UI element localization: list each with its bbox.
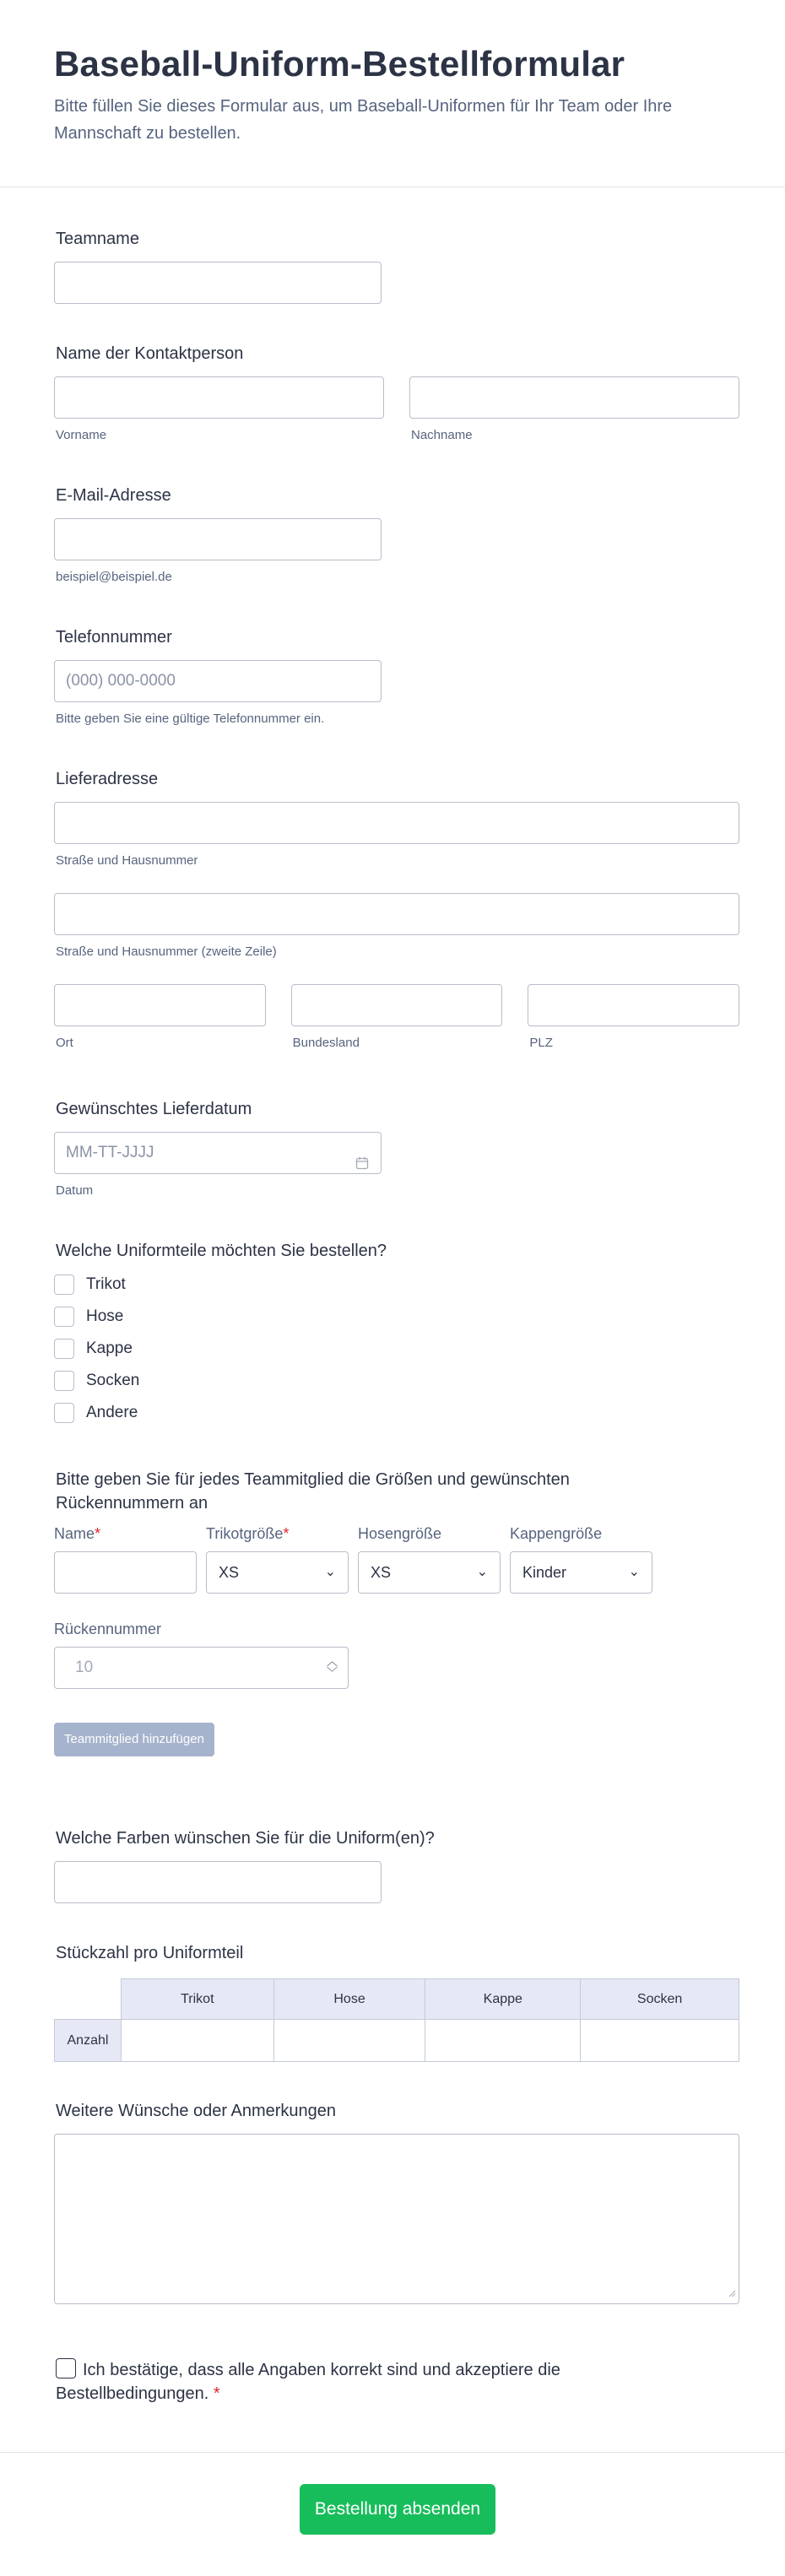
phone-sublabel: Bitte geben Sie eine gültige Telefonnummer ein.	[56, 712, 325, 726]
shirt-size-value: XS	[219, 1564, 240, 1581]
terms-checkbox-row[interactable]	[54, 2358, 628, 2406]
notes-textarea[interactable]	[54, 2134, 739, 2304]
chevron-down-icon: ⌄	[628, 1565, 640, 1579]
col-shirt-header: Trikotgröße*	[206, 1525, 290, 1542]
submit-button[interactable]: Bestellung absenden	[300, 2484, 495, 2535]
terms-checkbox[interactable]	[56, 2358, 76, 2378]
colors-input[interactable]	[54, 1861, 382, 1903]
last-name-input[interactable]	[409, 376, 739, 419]
stepper-icon[interactable]: ︿ ﹀	[326, 1655, 338, 1679]
email-input[interactable]	[54, 518, 382, 560]
chevron-down-icon: ⌄	[324, 1565, 336, 1579]
delivery-date-field	[54, 1098, 739, 1198]
first-name-sublabel: Vorname	[56, 428, 107, 442]
checkbox-box[interactable]	[54, 1307, 74, 1327]
last-name-sublabel: Nachname	[411, 428, 473, 442]
column-header: Trikot	[121, 1979, 273, 2020]
terms-text: Ich bestätige, dass alle Angaben korrekt sind und akzeptiere die Bestellbedingungen.	[56, 2361, 560, 2403]
resize-handle-icon[interactable]	[728, 2286, 736, 2302]
delivery-date-sublabel: Datum	[56, 1183, 94, 1198]
shirt-size-select[interactable]	[206, 1551, 349, 1594]
delivery-date-label: Gewünschtes Lieferdatum	[56, 1100, 252, 1118]
jersey-number-placeholder: 10	[75, 1659, 94, 1676]
zip-input[interactable]	[528, 984, 739, 1026]
checkbox-label: Trikot	[86, 1275, 126, 1293]
col-name-header: Name*	[54, 1525, 101, 1542]
notes-label: Weitere Wünsche oder Anmerkungen	[56, 2102, 337, 2120]
checkbox-label: Andere	[86, 1404, 138, 1421]
checkbox-box[interactable]	[54, 1371, 74, 1391]
cap-size-value: Kinder	[522, 1564, 567, 1581]
checkbox-trikot[interactable]	[54, 1269, 739, 1301]
address-label: Lieferadresse	[56, 770, 159, 788]
quantity-cell-kappe[interactable]	[425, 2020, 581, 2062]
column-header: Socken	[581, 1979, 739, 2020]
add-member-button[interactable]: Teammitglied hinzufügen	[54, 1723, 214, 1756]
street-line2-sublabel: Straße und Hausnummer (zweite Zeile)	[56, 944, 277, 959]
notes-field	[54, 2100, 739, 2304]
table-corner	[55, 1979, 122, 2020]
calendar-icon[interactable]	[355, 1145, 369, 1159]
checkbox-box[interactable]	[54, 1274, 74, 1295]
phone-input[interactable]: (000) 000-0000	[54, 660, 382, 702]
jersey-number-label: Rückennummer	[54, 1621, 162, 1637]
quantity-table	[54, 1978, 739, 2062]
team-members-field	[54, 1468, 739, 1756]
contact-name-label: Name der Kontaktperson	[56, 344, 244, 363]
quantity-label: Stückzahl pro Uniformteil	[56, 1944, 244, 1962]
col-cap-header: Kappengröße	[510, 1525, 603, 1542]
checkbox-box[interactable]	[54, 1339, 74, 1359]
terms-required-mark: *	[213, 2384, 220, 2403]
uniform-items-field	[54, 1240, 739, 1429]
address-field	[54, 768, 739, 1050]
pants-size-select[interactable]	[358, 1551, 501, 1594]
quantity-cell-hose[interactable]	[273, 2020, 425, 2062]
checkbox-label: Hose	[86, 1307, 124, 1325]
uniform-items-label: Welche Uniformteile möchten Sie bestellen?	[56, 1242, 387, 1260]
pants-size-value: XS	[371, 1564, 392, 1581]
email-sublabel: beispiel@beispiel.de	[56, 570, 172, 584]
row-header: Anzahl	[55, 2020, 122, 2062]
phone-label: Telefonnummer	[56, 628, 172, 647]
state-input[interactable]	[291, 984, 503, 1026]
uniform-items-list	[54, 1269, 739, 1429]
checkbox-socken[interactable]	[54, 1365, 739, 1397]
column-header: Hose	[273, 1979, 425, 2020]
city-input[interactable]	[54, 984, 266, 1026]
table-row	[55, 2020, 739, 2062]
team-name-field	[54, 228, 739, 304]
colors-label: Welche Farben wünschen Sie für die Uniform(en)?	[56, 1829, 435, 1848]
street-line2-input[interactable]	[54, 893, 739, 935]
colors-field	[54, 1827, 739, 1903]
street-line1-sublabel: Straße und Hausnummer	[56, 853, 198, 868]
checkbox-label: Kappe	[86, 1339, 133, 1357]
checkbox-kappe[interactable]	[54, 1333, 739, 1365]
terms-field	[54, 2358, 739, 2406]
checkbox-box[interactable]	[54, 1403, 74, 1423]
footer-divider	[0, 2452, 785, 2453]
quantity-cell-socken[interactable]	[581, 2020, 739, 2062]
team-name-label: Teamname	[56, 230, 139, 248]
page-description: Bitte füllen Sie dieses Formular aus, um Baseball-Uniformen für Ihr Team oder Ihre Mannschaft zu bestellen.	[54, 97, 673, 143]
cap-size-select[interactable]	[510, 1551, 652, 1594]
jersey-number-input[interactable]	[54, 1647, 349, 1689]
member-name-input[interactable]	[54, 1551, 197, 1594]
column-header: Kappe	[425, 1979, 581, 2020]
state-sublabel: Bundesland	[292, 1036, 360, 1050]
team-name-input[interactable]	[54, 262, 382, 304]
street-line1-input[interactable]	[54, 802, 739, 844]
col-pants-header: Hosengröße	[358, 1525, 442, 1542]
form-header	[0, 0, 785, 187]
contact-name-field	[54, 343, 739, 442]
phone-field	[54, 626, 739, 726]
first-name-input[interactable]	[54, 376, 384, 419]
quantity-cell-trikot[interactable]	[121, 2020, 273, 2062]
checkbox-hose[interactable]	[54, 1301, 739, 1333]
delivery-date-placeholder: MM-TT-JJJJ	[66, 1144, 154, 1161]
email-field	[54, 484, 739, 584]
team-members-label: Bitte geben Sie für jedes Teammitglied die Größen und gewünschten Rückennummern an	[56, 1470, 570, 1513]
quantity-field	[54, 1942, 739, 1964]
city-sublabel: Ort	[56, 1036, 73, 1050]
chevron-down-icon: ⌄	[476, 1565, 488, 1579]
checkbox-label: Socken	[86, 1372, 140, 1389]
table-header-row	[55, 1979, 739, 2020]
email-label: E-Mail-Adresse	[56, 486, 171, 505]
delivery-date-input[interactable]	[54, 1132, 382, 1174]
page-title: Baseball-Uniform-Bestellformular	[54, 44, 625, 84]
zip-sublabel: PLZ	[529, 1036, 553, 1050]
checkbox-andere[interactable]	[54, 1397, 739, 1429]
